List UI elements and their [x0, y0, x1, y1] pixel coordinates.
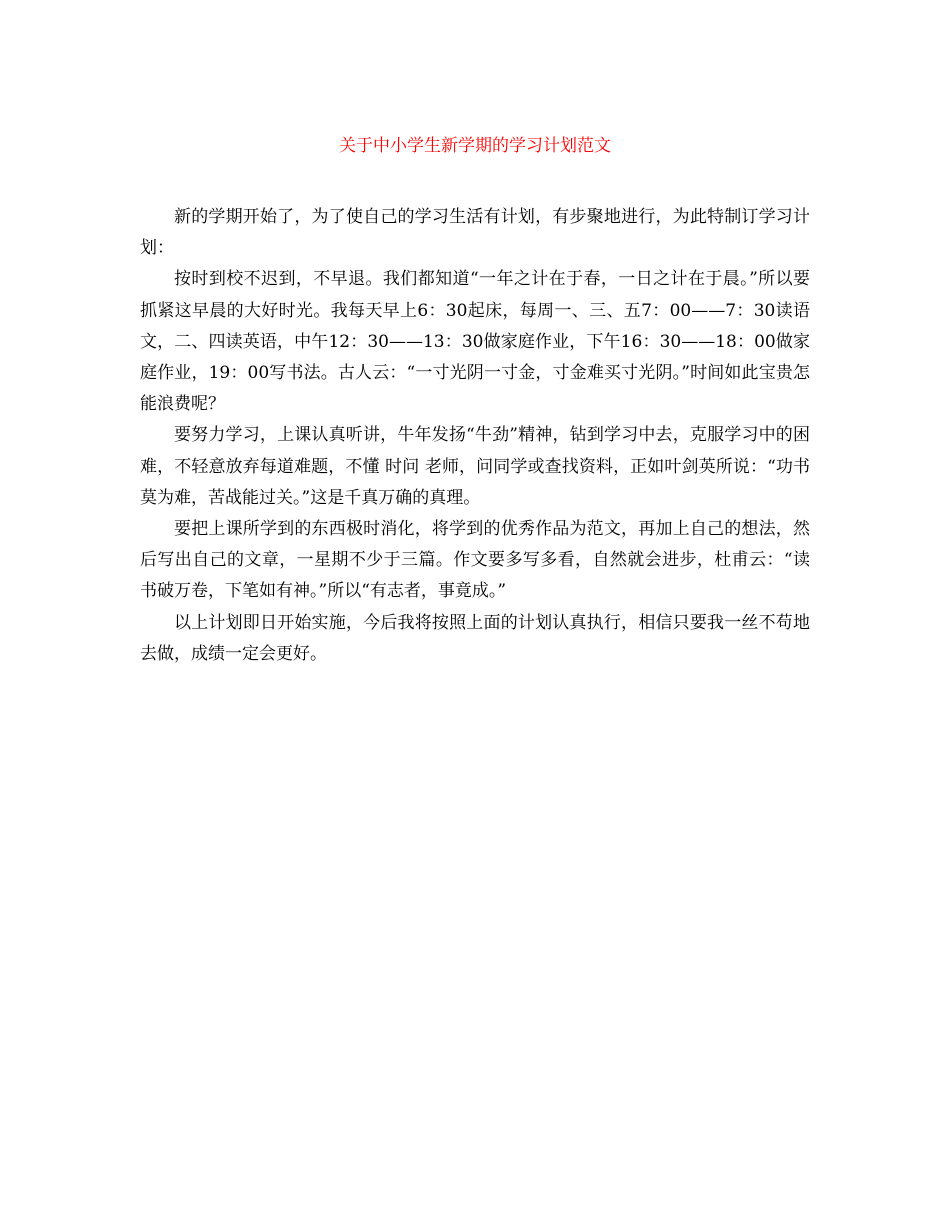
paragraph-intro: 新的学期开始了，为了使自己的学习生活有计划，有步聚地进行，为此特制订学习计划： — [140, 207, 810, 259]
paragraph-schedule: 按时到校不迟到，不早退。我们都知道“一年之计在于春，一日之计在于晨。”所以要抓紧这早晨的大好时光。我每天早上6：30起床，每周一、三、五7：00——7：30读语文，二、四读英语，中午12：30——13：30做家庭作业，下午16：30——18：00做家庭作业，19：00写书法。古人云：“一寸光阴一寸金，寸金难买寸光阴。”时间如此宝贵怎能浪费呢？ — [140, 269, 810, 415]
paragraph-conclusion: 以上计划即日开始实施，今后我将按照上面的计划认真执行，相信只要我一丝不苟地去做，成绩一定会更好。 — [140, 612, 810, 664]
document-body — [140, 202, 810, 670]
paragraph-study-hard: 要努力学习，上课认真听讲，牛年发扬“牛劲”精神，钻到学习中去，克服学习中的困难，不轻意放弃每道难题，不懂 时问 老师，问同学或查找资料，正如叶剑英所说：“功书莫为难，苦战能过关。”这是千真万确的真理。 — [140, 425, 810, 508]
document-title: 关于中小学生新学期的学习计划范文 — [339, 136, 611, 156]
paragraph-writing: 要把上课所学到的东西极时消化，将学到的优秀作品为范文，再加上自己的想法，然后写出自己的文章，一星期不少于三篇。作文要多写多看，自然就会进步，杜甫云：“读书破万卷，下笔如有神。”所以“有志者，事竟成。” — [140, 519, 810, 602]
